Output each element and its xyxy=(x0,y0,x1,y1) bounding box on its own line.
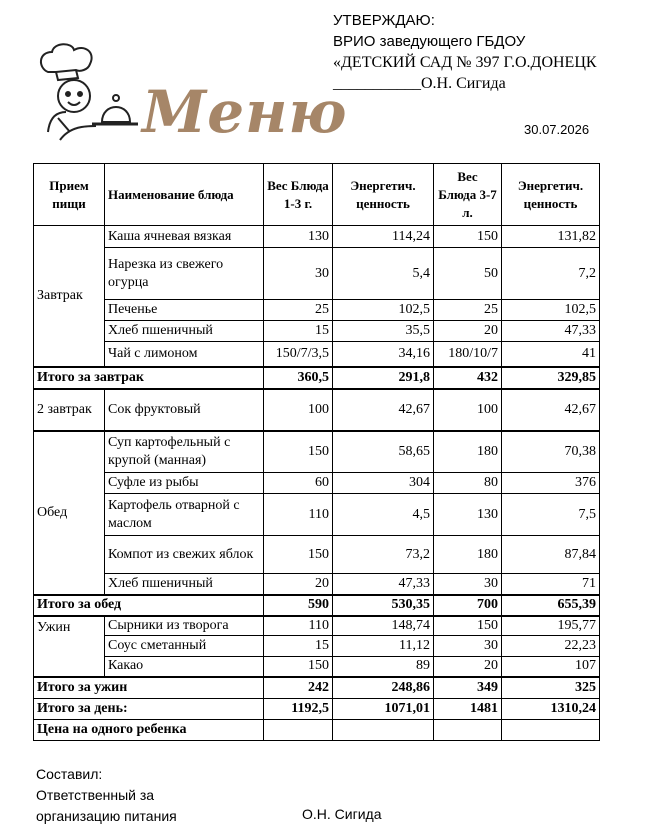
menu-date: 30.07.2026 xyxy=(524,122,590,137)
energy-big: 102,5 xyxy=(502,300,600,321)
table-row xyxy=(34,635,600,656)
total-energy-big: 1310,24 xyxy=(502,698,600,719)
energy-small: 58,65 xyxy=(333,431,434,473)
weight-small: 100 xyxy=(264,389,333,431)
dish-name: Сок фруктовый xyxy=(105,389,264,431)
footer-line-1: Составил: xyxy=(36,766,103,782)
weight-small: 150/7/3,5 xyxy=(264,342,333,367)
energy-small: 5,4 xyxy=(333,248,434,300)
weight-big: 130 xyxy=(434,494,502,536)
footer-block xyxy=(36,764,177,827)
table-row xyxy=(34,248,600,300)
total-energy-small: 1071,01 xyxy=(333,698,434,719)
footer-line-2: Ответственный за xyxy=(36,787,155,803)
weight-big: 50 xyxy=(434,248,502,300)
energy-small: 304 xyxy=(333,473,434,494)
header-energy-big: Энергетич. ценность xyxy=(502,164,600,226)
table-row xyxy=(34,389,600,431)
weight-big: 20 xyxy=(434,656,502,677)
energy-big: 107 xyxy=(502,656,600,677)
table-header-row xyxy=(34,164,600,226)
header-meal: Прием пищи xyxy=(34,164,105,226)
footer-line-3: организацию питания xyxy=(36,808,177,824)
total-weight-big: 1481 xyxy=(434,698,502,719)
dish-name: Печенье xyxy=(105,300,264,321)
table-row xyxy=(34,616,600,636)
menu-table xyxy=(33,163,600,741)
energy-small: 47,33 xyxy=(333,574,434,595)
total-energy-small: 291,8 xyxy=(333,367,434,389)
total-row-breakfast xyxy=(34,367,600,389)
price-cell xyxy=(434,719,502,740)
energy-big: 71 xyxy=(502,574,600,595)
price-cell xyxy=(333,719,434,740)
chef-with-cloche-icon xyxy=(30,40,140,155)
energy-small: 11,12 xyxy=(333,635,434,656)
energy-big: 70,38 xyxy=(502,431,600,473)
total-weight-big: 349 xyxy=(434,677,502,698)
energy-small: 114,24 xyxy=(333,226,434,248)
dish-name: Картофель отварной с маслом xyxy=(105,494,264,536)
dish-name: Чай с лимоном xyxy=(105,342,264,367)
weight-big: 180/10/7 xyxy=(434,342,502,367)
approval-block xyxy=(333,10,597,94)
dish-name: Какао xyxy=(105,656,264,677)
meal-label-second-breakfast: 2 завтрак xyxy=(34,389,105,431)
price-cell xyxy=(264,719,333,740)
table-row xyxy=(34,473,600,494)
total-weight-big: 432 xyxy=(434,367,502,389)
total-row-day xyxy=(34,698,600,719)
energy-big: 7,2 xyxy=(502,248,600,300)
energy-small: 102,5 xyxy=(333,300,434,321)
weight-small: 150 xyxy=(264,656,333,677)
weight-small: 110 xyxy=(264,616,333,636)
footer-signatory-name: О.Н. Сигида xyxy=(302,806,382,822)
header-weight-small: Вес Блюда 1-3 г. xyxy=(264,164,333,226)
total-weight-small: 242 xyxy=(264,677,333,698)
total-label: Итого за ужин xyxy=(34,677,264,698)
total-weight-small: 360,5 xyxy=(264,367,333,389)
total-energy-big: 329,85 xyxy=(502,367,600,389)
dish-name: Хлеб пшеничный xyxy=(105,574,264,595)
total-energy-big: 655,39 xyxy=(502,595,600,616)
weight-small: 110 xyxy=(264,494,333,536)
weight-small: 15 xyxy=(264,635,333,656)
page-title: Меню xyxy=(142,78,348,146)
meal-label-dinner: Ужин xyxy=(34,616,105,678)
energy-big: 47,33 xyxy=(502,321,600,342)
weight-small: 15 xyxy=(264,321,333,342)
weight-big: 30 xyxy=(434,635,502,656)
total-label: Итого за день: xyxy=(34,698,264,719)
approval-line-1: УТВЕРЖДАЮ: xyxy=(333,12,435,29)
weight-small: 130 xyxy=(264,226,333,248)
table-row xyxy=(34,431,600,473)
table-row xyxy=(34,226,600,248)
header-weight-big: Вес Блюда 3-7 л. xyxy=(434,164,502,226)
dish-name: Компот из свежих яблок xyxy=(105,536,264,574)
weight-big: 100 xyxy=(434,389,502,431)
dish-name: Хлеб пшеничный xyxy=(105,321,264,342)
dish-name: Нарезка из свежего огурца xyxy=(105,248,264,300)
meal-label-breakfast: Завтрак xyxy=(34,226,105,367)
energy-big: 42,67 xyxy=(502,389,600,431)
energy-big: 41 xyxy=(502,342,600,367)
price-cell xyxy=(502,719,600,740)
total-row-lunch xyxy=(34,595,600,616)
table-row xyxy=(34,574,600,595)
weight-small: 30 xyxy=(264,248,333,300)
energy-big: 376 xyxy=(502,473,600,494)
total-weight-big: 700 xyxy=(434,595,502,616)
energy-big: 195,77 xyxy=(502,616,600,636)
table-row xyxy=(34,342,600,367)
dish-name: Соус сметанный xyxy=(105,635,264,656)
table-row xyxy=(34,536,600,574)
energy-small: 73,2 xyxy=(333,536,434,574)
weight-big: 180 xyxy=(434,431,502,473)
energy-small: 4,5 xyxy=(333,494,434,536)
approval-line-4: ___________О.Н. Сигида xyxy=(333,75,506,92)
total-energy-small: 248,86 xyxy=(333,677,434,698)
weight-big: 150 xyxy=(434,226,502,248)
total-weight-small: 590 xyxy=(264,595,333,616)
table-row xyxy=(34,300,600,321)
energy-small: 148,74 xyxy=(333,616,434,636)
total-energy-small: 530,35 xyxy=(333,595,434,616)
energy-big: 22,23 xyxy=(502,635,600,656)
energy-big: 131,82 xyxy=(502,226,600,248)
weight-big: 25 xyxy=(434,300,502,321)
weight-small: 150 xyxy=(264,536,333,574)
table-row xyxy=(34,656,600,677)
energy-small: 42,67 xyxy=(333,389,434,431)
weight-big: 80 xyxy=(434,473,502,494)
dish-name: Каша ячневая вязкая xyxy=(105,226,264,248)
weight-big: 30 xyxy=(434,574,502,595)
dish-name: Сырники из творога xyxy=(105,616,264,636)
table-row xyxy=(34,321,600,342)
approval-line-3: «ДЕТСКИЙ САД № 397 Г.О.ДОНЕЦК xyxy=(333,54,597,71)
energy-small: 34,16 xyxy=(333,342,434,367)
energy-small: 35,5 xyxy=(333,321,434,342)
weight-small: 25 xyxy=(264,300,333,321)
total-row-dinner xyxy=(34,677,600,698)
energy-big: 87,84 xyxy=(502,536,600,574)
weight-big: 20 xyxy=(434,321,502,342)
price-label: Цена на одного ребенка xyxy=(34,719,264,740)
weight-big: 150 xyxy=(434,616,502,636)
dish-name: Суп картофельный с крупой (манная) xyxy=(105,431,264,473)
header-energy-small: Энергетич. ценность xyxy=(333,164,434,226)
weight-small: 20 xyxy=(264,574,333,595)
weight-big: 180 xyxy=(434,536,502,574)
dish-name: Суфле из рыбы xyxy=(105,473,264,494)
total-weight-small: 1192,5 xyxy=(264,698,333,719)
energy-big: 7,5 xyxy=(502,494,600,536)
total-label: Итого за завтрак xyxy=(34,367,264,389)
header-dish: Наименование блюда xyxy=(105,164,264,226)
approval-line-2: ВРИО заведующего ГБДОУ xyxy=(333,33,526,50)
energy-small: 89 xyxy=(333,656,434,677)
weight-small: 150 xyxy=(264,431,333,473)
meal-label-lunch: Обед xyxy=(34,431,105,595)
price-row xyxy=(34,719,600,740)
total-label: Итого за обед xyxy=(34,595,264,616)
weight-small: 60 xyxy=(264,473,333,494)
total-energy-big: 325 xyxy=(502,677,600,698)
table-row xyxy=(34,494,600,536)
